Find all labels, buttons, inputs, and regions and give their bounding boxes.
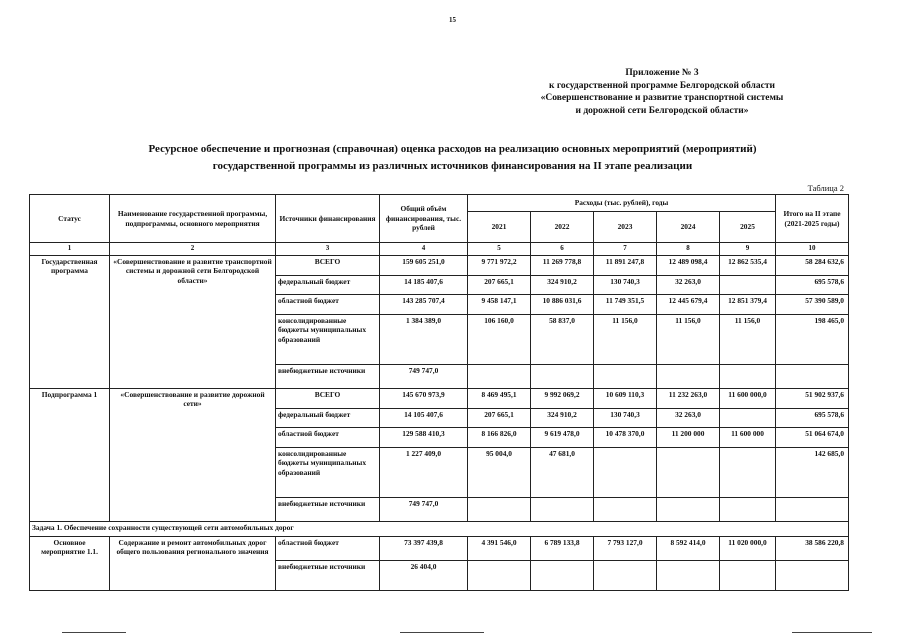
title-line-1: Ресурсное обеспечение и прогнозная (справочная) оценка расходов на реализацию основных мероприятий (мероприятий) [148, 143, 757, 155]
year-cell: 8 166 826,0 [468, 427, 531, 447]
source-cell: федеральный бюджет [276, 275, 380, 294]
header-year-2023: 2023 [594, 212, 657, 243]
task-row [30, 521, 849, 536]
year-cell: 95 004,0 [468, 447, 531, 497]
program-name: «Совершенствование и развитие транспортной системы и дорожной сети Белгородской области» [110, 255, 276, 388]
stage-cell: 58 284 632,6 [776, 255, 849, 275]
year-cell: 9 619 478,0 [531, 427, 594, 447]
year-cell: 11 600 000 [720, 427, 776, 447]
main-event-name: Содержание и ремонт автомобильных дорог общего пользования регионального значения [110, 536, 276, 590]
column-index: 1 [30, 243, 110, 256]
year-cell [720, 408, 776, 427]
main-event-status: Основное мероприятие 1.1. [30, 536, 110, 590]
header-year-2021: 2021 [468, 212, 531, 243]
source-cell: областной бюджет [276, 536, 380, 560]
year-cell: 4 391 546,0 [468, 536, 531, 560]
year-cell [468, 364, 531, 388]
year-cell: 10 478 370,0 [594, 427, 657, 447]
total-cell: 159 605 251,0 [380, 255, 468, 275]
year-cell [594, 497, 657, 521]
stage-cell: 57 390 589,0 [776, 294, 849, 314]
year-cell: 12 851 379,4 [720, 294, 776, 314]
year-cell: 58 837,0 [531, 314, 594, 364]
year-cell: 11 232 263,0 [657, 388, 720, 408]
column-index: 8 [657, 243, 720, 256]
year-cell: 106 160,0 [468, 314, 531, 364]
year-cell [531, 364, 594, 388]
bottom-rule-left [62, 632, 126, 633]
total-cell: 1 384 389,0 [380, 314, 468, 364]
total-cell: 14 105 407,6 [380, 408, 468, 427]
year-cell: 6 789 133,8 [531, 536, 594, 560]
bottom-rule-right [792, 632, 872, 633]
year-cell: 12 489 098,4 [657, 255, 720, 275]
column-index: 6 [531, 243, 594, 256]
year-cell: 324 910,2 [531, 408, 594, 427]
stage-cell: 38 586 220,8 [776, 536, 849, 560]
year-cell [468, 560, 531, 590]
year-cell: 12 862 535,4 [720, 255, 776, 275]
header-sources: Источники финансирования [276, 195, 380, 243]
year-cell: 9 771 972,2 [468, 255, 531, 275]
year-cell: 47 681,0 [531, 447, 594, 497]
stage-cell [776, 364, 849, 388]
subprogram-status: Подпрограмма 1 [30, 388, 110, 521]
task-label: Задача 1. Обеспечение сохранности существующей сети автомобильных дорог [30, 521, 849, 536]
header-total-volume: Общий объём финансирования, тыс. рублей [380, 195, 468, 243]
year-cell: 130 740,3 [594, 408, 657, 427]
total-cell: 749 747,0 [380, 364, 468, 388]
year-cell: 207 665,1 [468, 408, 531, 427]
year-cell: 11 200 000 [657, 427, 720, 447]
source-cell: внебюджетные источники [276, 497, 380, 521]
total-cell: 143 285 707,4 [380, 294, 468, 314]
year-cell [531, 560, 594, 590]
source-cell: внебюджетные источники [276, 560, 380, 590]
column-index: 7 [594, 243, 657, 256]
stage-cell: 695 578,6 [776, 408, 849, 427]
year-cell: 8 592 414,0 [657, 536, 720, 560]
source-cell: консолидированные бюджеты муниципальных образований [276, 314, 380, 364]
year-cell [657, 560, 720, 590]
column-index: 5 [468, 243, 531, 256]
year-cell: 130 740,3 [594, 275, 657, 294]
column-index: 4 [380, 243, 468, 256]
total-cell: 14 185 407,6 [380, 275, 468, 294]
source-cell: консолидированные бюджеты муниципальных образований [276, 447, 380, 497]
year-cell [720, 364, 776, 388]
year-cell: 11 600 000,0 [720, 388, 776, 408]
year-cell [720, 275, 776, 294]
year-cell [720, 497, 776, 521]
total-cell: 1 227 409,0 [380, 447, 468, 497]
year-cell: 11 891 247,8 [594, 255, 657, 275]
page-number: 15 [449, 16, 456, 24]
source-cell: федеральный бюджет [276, 408, 380, 427]
source-cell: областной бюджет [276, 294, 380, 314]
year-cell: 11 020 000,0 [720, 536, 776, 560]
header-status: Статус [30, 195, 110, 243]
resources-table [29, 194, 849, 591]
year-cell [531, 497, 594, 521]
header-year-2025: 2025 [720, 212, 776, 243]
total-cell: 749 747,0 [380, 497, 468, 521]
total-cell: 26 404,0 [380, 560, 468, 590]
stage-cell: 142 685,0 [776, 447, 849, 497]
header-year-2022: 2022 [531, 212, 594, 243]
total-cell: 145 670 973,9 [380, 388, 468, 408]
stage-cell [776, 497, 849, 521]
year-cell: 11 269 778,8 [531, 255, 594, 275]
column-index: 9 [720, 243, 776, 256]
year-cell: 10 886 031,6 [531, 294, 594, 314]
source-cell: ВСЕГО [276, 388, 380, 408]
header-name: Наименование государственной программы, подпрограммы, основного мероприятия [110, 195, 276, 243]
table-row [30, 255, 849, 275]
document-title [0, 141, 905, 175]
year-cell [657, 447, 720, 497]
stage-cell: 51 902 937,6 [776, 388, 849, 408]
column-index: 2 [110, 243, 276, 256]
year-cell [657, 497, 720, 521]
total-cell: 73 397 439,8 [380, 536, 468, 560]
subprogram-name: «Совершенствование и развитие дорожной сети» [110, 388, 276, 521]
source-cell: ВСЕГО [276, 255, 380, 275]
header-year-2024: 2024 [657, 212, 720, 243]
year-cell: 8 469 495,1 [468, 388, 531, 408]
program-status: Государственная программа [30, 255, 110, 388]
stage-cell [776, 560, 849, 590]
stage-cell: 51 064 674,0 [776, 427, 849, 447]
year-cell: 11 749 351,5 [594, 294, 657, 314]
appendix-header [497, 67, 827, 117]
year-cell: 12 445 679,4 [657, 294, 720, 314]
bottom-rule-center [400, 632, 484, 633]
year-cell: 207 665,1 [468, 275, 531, 294]
year-cell: 10 609 110,3 [594, 388, 657, 408]
year-cell [468, 497, 531, 521]
year-cell [657, 364, 720, 388]
year-cell: 9 458 147,1 [468, 294, 531, 314]
year-cell [594, 560, 657, 590]
column-index: 3 [276, 243, 380, 256]
stage-cell: 695 578,6 [776, 275, 849, 294]
table-row [30, 536, 849, 560]
table-label: Таблица 2 [807, 183, 844, 193]
source-cell: внебюджетные источники [276, 364, 380, 388]
year-cell: 11 156,0 [720, 314, 776, 364]
appendix-line-4: и дорожной сети Белгородской области» [575, 105, 749, 116]
title-line-2: государственной программы из различных источников финансирования на II этапе реализации [212, 160, 693, 172]
header-stage-total: Итого на II этапе (2021-2025 годы) [776, 195, 849, 243]
appendix-line-3: «Совершенствование и развитие транспортной системы [540, 93, 784, 103]
year-cell: 11 156,0 [657, 314, 720, 364]
table-row [30, 388, 849, 408]
total-cell: 129 588 410,3 [380, 427, 468, 447]
appendix-line-1: Приложение № 3 [625, 68, 699, 78]
year-cell: 9 992 069,2 [531, 388, 594, 408]
year-cell [720, 560, 776, 590]
year-cell [594, 447, 657, 497]
header-expenses: Расходы (тыс. рублей), годы [468, 195, 776, 212]
year-cell: 32 263,0 [657, 408, 720, 427]
source-cell: областной бюджет [276, 427, 380, 447]
year-cell: 7 793 127,0 [594, 536, 657, 560]
year-cell: 32 263,0 [657, 275, 720, 294]
column-index: 10 [776, 243, 849, 256]
year-cell [720, 447, 776, 497]
stage-cell: 198 465,0 [776, 314, 849, 364]
appendix-line-2: к государственной программе Белгородской области [548, 80, 775, 91]
year-cell: 324 910,2 [531, 275, 594, 294]
year-cell [594, 364, 657, 388]
year-cell: 11 156,0 [594, 314, 657, 364]
